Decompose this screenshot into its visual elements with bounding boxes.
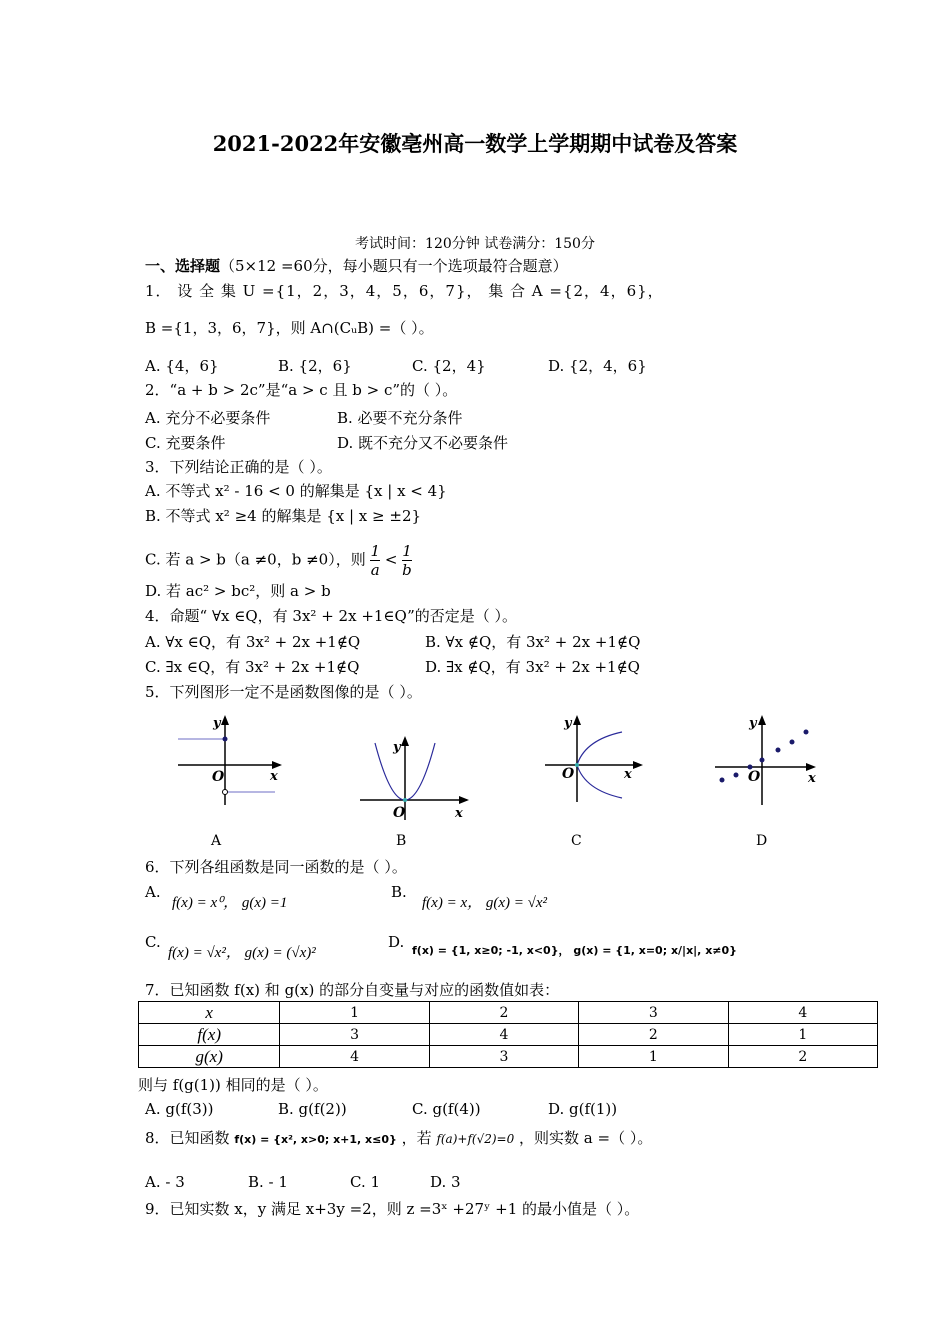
section-label: 一、选择题 xyxy=(145,257,221,275)
q1-line2: B ={1，3，6，7}，则 A∩(CᵤB) =（ ）。 xyxy=(145,319,434,337)
q7-option-b: B. g(f(2)) xyxy=(278,1100,347,1118)
q6-option-b: f(x) = x， g(x) = √x² xyxy=(422,895,548,911)
table-cell: 4 xyxy=(429,1024,578,1046)
table-header-cell: x xyxy=(139,1002,280,1024)
graph-a-y-label: y xyxy=(213,716,221,731)
values-table xyxy=(138,1001,878,1068)
q6-label-c: C. xyxy=(145,933,161,951)
table-row xyxy=(139,1046,878,1068)
table-cell: 1 xyxy=(579,1046,728,1068)
q6-option-c: f(x) = √x²， g(x) = (√x)² xyxy=(168,945,316,961)
table-cell: 3 xyxy=(280,1024,429,1046)
table-row xyxy=(139,1024,878,1046)
q3-stem: 3．下列结论正确的是（ ）。 xyxy=(145,458,332,476)
q6-label-a: A. xyxy=(145,883,161,901)
table-header-cell: 3 xyxy=(579,1002,728,1024)
graph-a-x-label: x xyxy=(270,769,278,784)
table-cell: 3 xyxy=(429,1046,578,1068)
section-note: （5×12 =60分，每小题只有一个选项最符合题意） xyxy=(220,257,568,275)
q1-line1: 1． 设 全 集 U ={1，2，3，4，5，6，7}， 集 合 A ={2，4，6}， xyxy=(145,282,664,300)
q7-option-a: A. g(f(3)) xyxy=(145,1100,214,1118)
table-header-cell: 2 xyxy=(429,1002,578,1024)
table-cell: 1 xyxy=(728,1024,877,1046)
q1-option-a: A. {4，6} xyxy=(145,357,219,375)
table-header-cell: 1 xyxy=(280,1002,429,1024)
q6-option-d: f(x) = {1, x≥0; -1, x<0}， g(x) = {1, x=0; x/|x|, x≠0} xyxy=(412,944,737,957)
exam-info: 考试时间：120分钟 试卷满分：150分 xyxy=(355,236,595,252)
graph-label-c: C xyxy=(571,833,582,849)
graph-c-origin: O xyxy=(562,766,575,782)
graph-c-y-label: y xyxy=(564,716,572,731)
q8-option-d: D. 3 xyxy=(430,1173,461,1191)
q9-stem: 9．已知实数 x，y 满足 x+3y =2，则 z =3ˣ +27ʸ +1 的最小值是（ ）。 xyxy=(145,1200,640,1218)
q8-option-a: A. - 3 xyxy=(145,1173,185,1191)
section-heading xyxy=(145,256,568,276)
graph-label-d: D xyxy=(756,833,768,849)
graph-d xyxy=(710,710,825,810)
graph-d-x-label: x xyxy=(808,771,816,786)
q1-option-c: C. {2，4} xyxy=(412,357,486,375)
q2-option-b: B. 必要不充分条件 xyxy=(337,409,463,427)
q4-option-d: D. ∃x ∉Q，有 3x² + 2x +1∉Q xyxy=(425,658,640,676)
q8-stem xyxy=(145,1128,652,1150)
graph-b-x-label: x xyxy=(455,806,463,821)
graph-b xyxy=(355,735,475,825)
page-title: 2021-2022年安徽亳州高一数学上学期期中试卷及答案 xyxy=(212,131,738,156)
q8-piecewise: f(x) = {x², x>0; x+1, x≤0} xyxy=(234,1133,397,1146)
q7-option-c: C. g(f(4)) xyxy=(412,1100,481,1118)
graph-a xyxy=(170,710,290,810)
table-cell: 4 xyxy=(280,1046,429,1068)
fraction-1a: $\frac{1}{a}$ xyxy=(370,542,381,579)
fraction-1b: $\frac{1}{b}$ xyxy=(402,542,412,579)
q7-stem: 7．已知函数 f(x) 和 g(x) 的部分自变量与对应的函数值如表： xyxy=(145,981,560,999)
graph-b-origin: O xyxy=(393,805,406,821)
table-row xyxy=(139,1002,878,1024)
q3-option-c-text: C. 若 a > b（a ≠0，b ≠0），则 xyxy=(145,550,366,569)
q3-option-b: B. 不等式 x² ≥4 的解集是 {x | x ≥ ±2} xyxy=(145,507,422,525)
q4-option-c: C. ∃x ∈Q，有 3x² + 2x +1∉Q xyxy=(145,658,360,676)
q4-option-b: B. ∀x ∉Q，有 3x² + 2x +1∉Q xyxy=(425,633,641,651)
graph-d-origin: O xyxy=(748,769,761,785)
q4-stem: 4．命题“ ∀x ∈Q，有 3x² + 2x +1∈Q”的否定是（ ）。 xyxy=(145,607,518,625)
q5-stem: 5．下列图形一定不是函数图像的是（ ）。 xyxy=(145,683,422,701)
q7-after: 则与 f(g(1)) 相同的是（ ）。 xyxy=(138,1076,328,1094)
q2-option-d: D. 既不充分又不必要条件 xyxy=(337,434,509,452)
graph-c-x-label: x xyxy=(624,767,632,782)
table-cell: 2 xyxy=(579,1024,728,1046)
table-header-cell: 4 xyxy=(728,1002,877,1024)
q8-stem-pre: 8．已知函数 xyxy=(145,1129,230,1147)
table-cell: g(x) xyxy=(139,1046,280,1068)
q8-stem-post: ，则实数 a =（ ）。 xyxy=(519,1129,653,1147)
q1-option-d: D. {2，4，6} xyxy=(548,357,647,375)
graph-c xyxy=(540,710,650,805)
q8-option-c: C. 1 xyxy=(350,1173,381,1191)
q2-stem: 2．“a + b > 2c”是“a > c 且 b > c”的（ ）。 xyxy=(145,381,458,399)
graph-b-y-label: y xyxy=(393,740,401,755)
q8-condition: f(a)+f(√2)=0 xyxy=(436,1132,515,1146)
table-cell: 2 xyxy=(728,1046,877,1068)
q8-stem-mid: ，若 xyxy=(401,1129,432,1147)
q1-option-b: B. {2，6} xyxy=(278,357,352,375)
graph-label-a: A xyxy=(211,833,222,849)
q2-option-c: C. 充要条件 xyxy=(145,434,226,452)
graph-label-b: B xyxy=(396,833,407,849)
q6-stem: 6．下列各组函数是同一函数的是（ ）。 xyxy=(145,858,407,876)
graph-d-y-label: y xyxy=(749,716,757,731)
q6-option-a: f(x) = x⁰， g(x) =1 xyxy=(172,895,288,911)
q3-option-c: C. 若 a > b（a ≠0，b ≠0），则 $\frac{1}{a}$ < $\frac{1}{b}$ xyxy=(145,542,412,579)
q7-option-d: D. g(f(1)) xyxy=(548,1100,618,1118)
table-cell: f(x) xyxy=(139,1024,280,1046)
q3-option-d: D. 若 ac² > bc²，则 a > b xyxy=(145,582,331,600)
q6-label-d: D. xyxy=(388,933,405,951)
q3-option-a: A. 不等式 x² - 16 < 0 的解集是 {x | x < 4} xyxy=(145,482,447,500)
q2-option-a: A. 充分不必要条件 xyxy=(145,409,271,427)
q6-label-b: B. xyxy=(391,883,407,901)
graph-a-origin: O xyxy=(212,769,225,785)
q4-option-a: A. ∀x ∈Q，有 3x² + 2x +1∉Q xyxy=(145,633,361,651)
q8-option-b: B. - 1 xyxy=(248,1173,288,1191)
